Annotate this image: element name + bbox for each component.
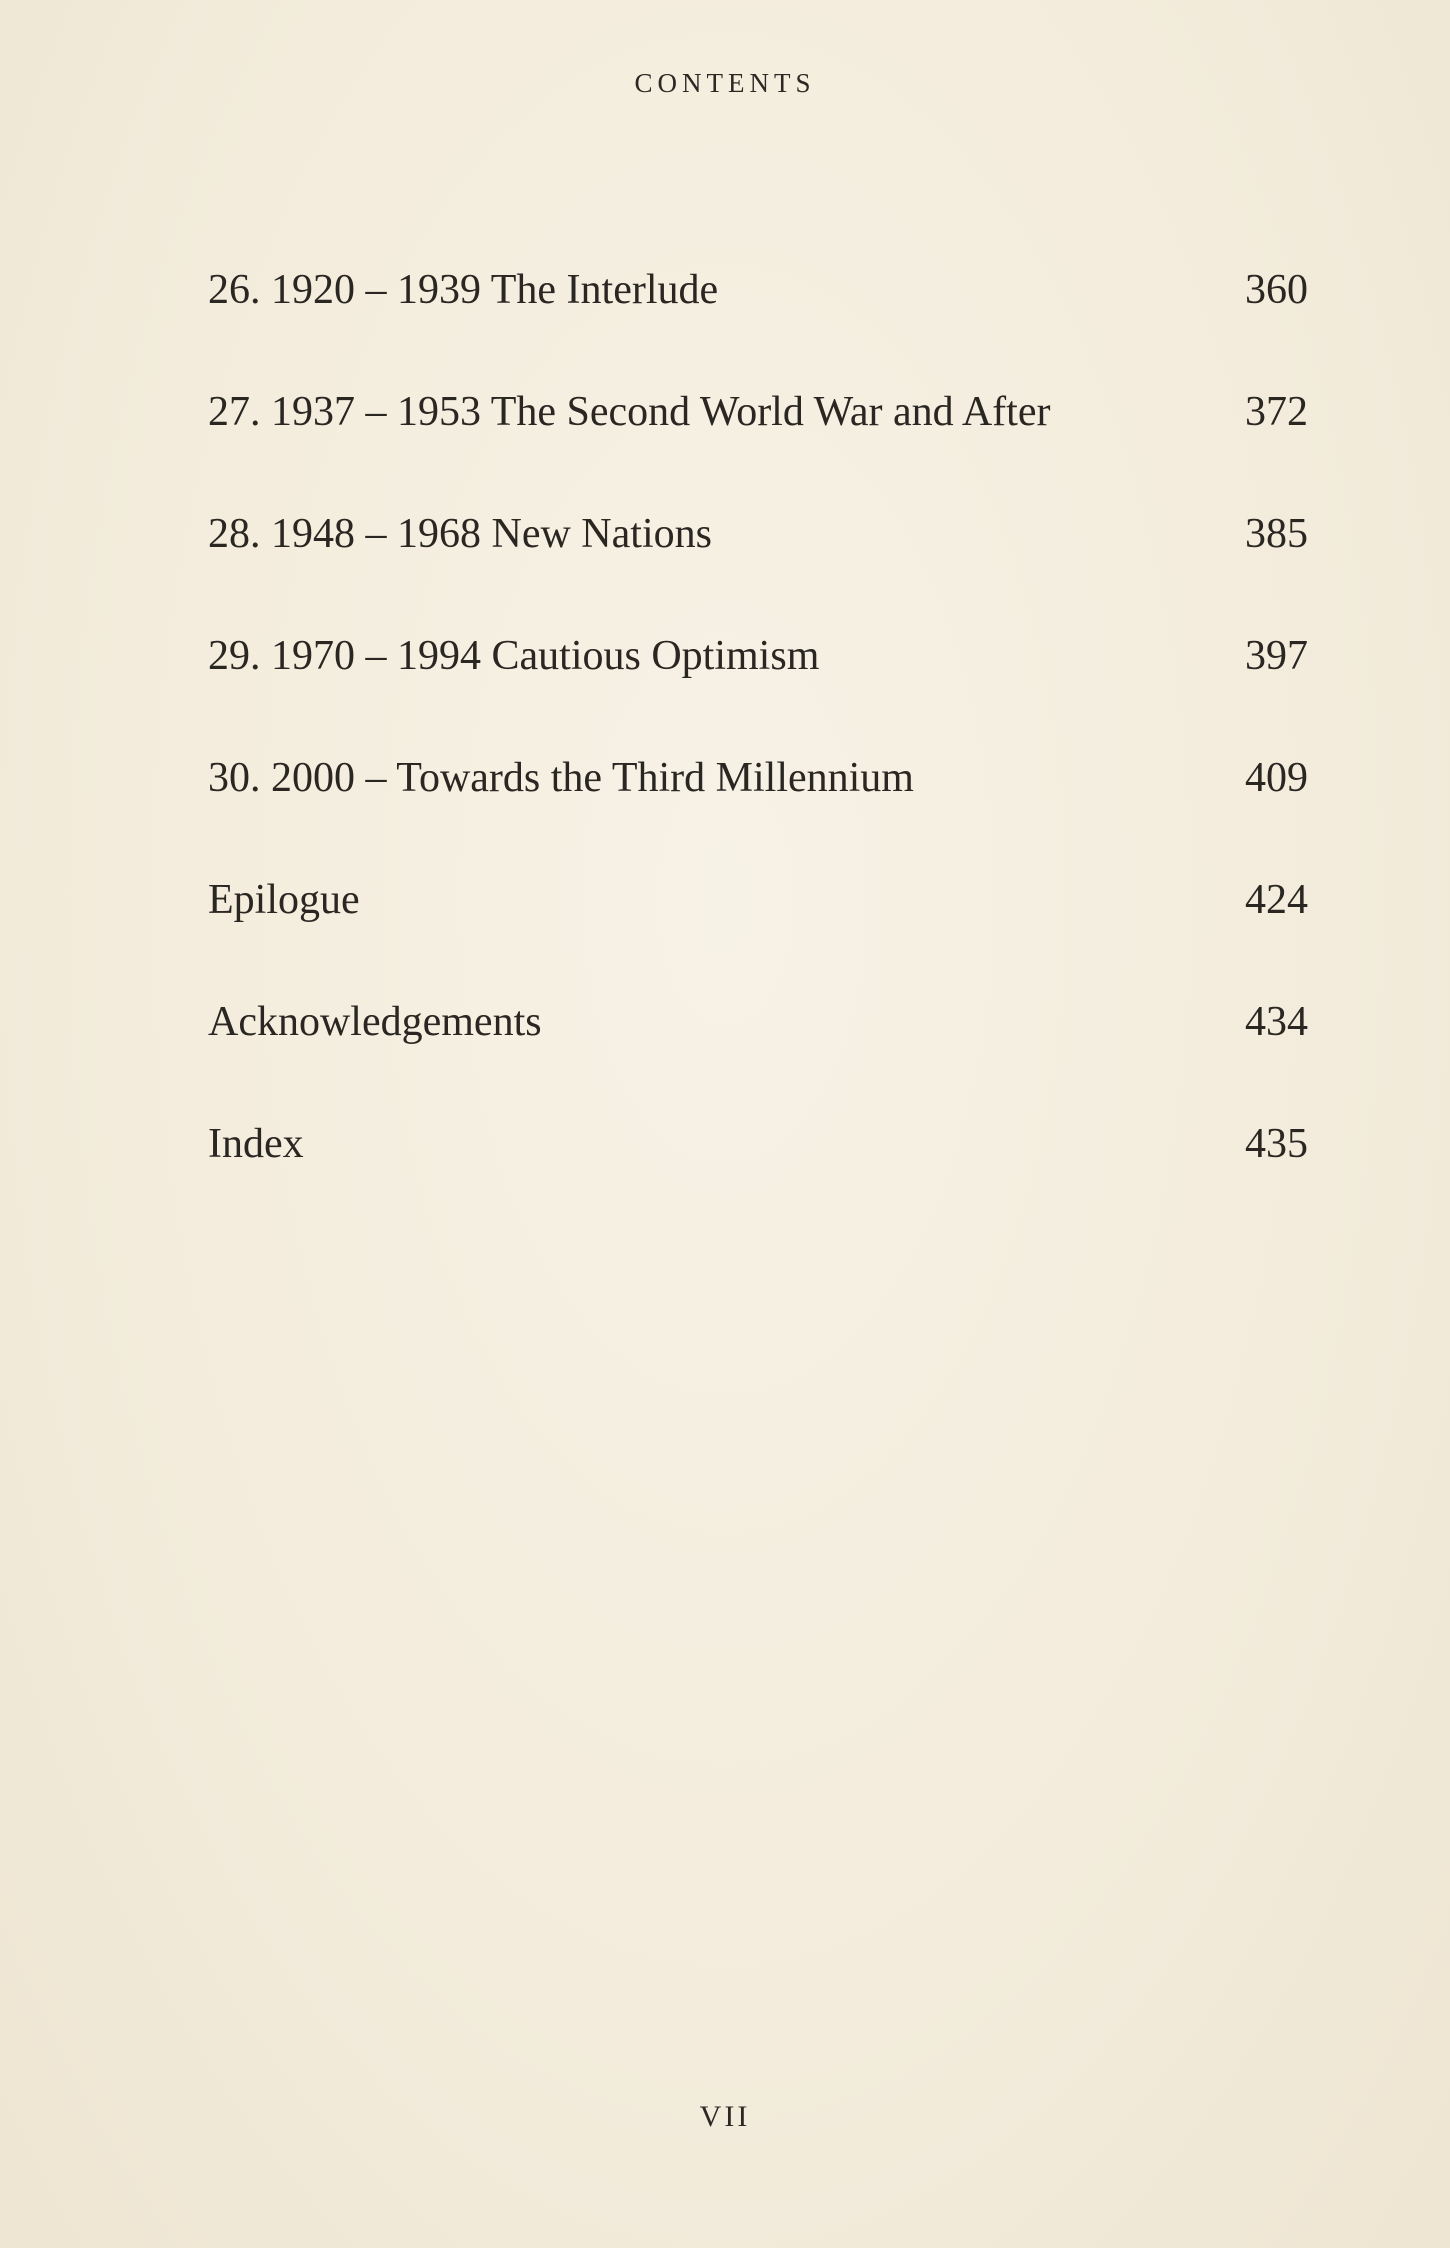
toc-entry-page-number: 372 xyxy=(1245,389,1308,435)
toc-entry[interactable] xyxy=(208,616,1308,738)
toc-entry[interactable] xyxy=(208,250,1308,372)
toc-entry-page-number: 424 xyxy=(1245,877,1308,923)
toc-entry[interactable] xyxy=(208,372,1308,494)
toc-entry-title: Acknowledgements xyxy=(208,999,542,1045)
toc-entry-page-number: 360 xyxy=(1245,267,1308,313)
toc-entry-title: Index xyxy=(208,1121,304,1167)
toc-entry[interactable] xyxy=(208,1104,1308,1226)
toc-entry[interactable] xyxy=(208,738,1308,860)
page-folio: VII xyxy=(699,2100,751,2133)
toc-entry[interactable] xyxy=(208,494,1308,616)
toc-entry-title: 27. 1937 – 1953 The Second World War and After xyxy=(208,389,1051,435)
toc-entry-title: Epilogue xyxy=(208,877,360,923)
toc-entry-title: 28. 1948 – 1968 New Nations xyxy=(208,511,712,557)
toc-entry[interactable] xyxy=(208,860,1308,982)
toc-entry-title: 26. 1920 – 1939 The Interlude xyxy=(208,267,719,313)
toc-entry-title: 29. 1970 – 1994 Cautious Optimism xyxy=(208,633,820,679)
toc-entry-page-number: 409 xyxy=(1245,755,1308,801)
toc-entry-page-number: 397 xyxy=(1245,633,1308,679)
toc-entry-title: 30. 2000 – Towards the Third Millennium xyxy=(208,755,914,801)
toc-entry-page-number: 434 xyxy=(1245,999,1308,1045)
toc-entry-page-number: 385 xyxy=(1245,511,1308,557)
running-header: CONTENTS xyxy=(634,68,816,98)
table-of-contents xyxy=(208,250,1308,1226)
toc-entry[interactable] xyxy=(208,982,1308,1104)
toc-entry-page-number: 435 xyxy=(1245,1121,1308,1167)
